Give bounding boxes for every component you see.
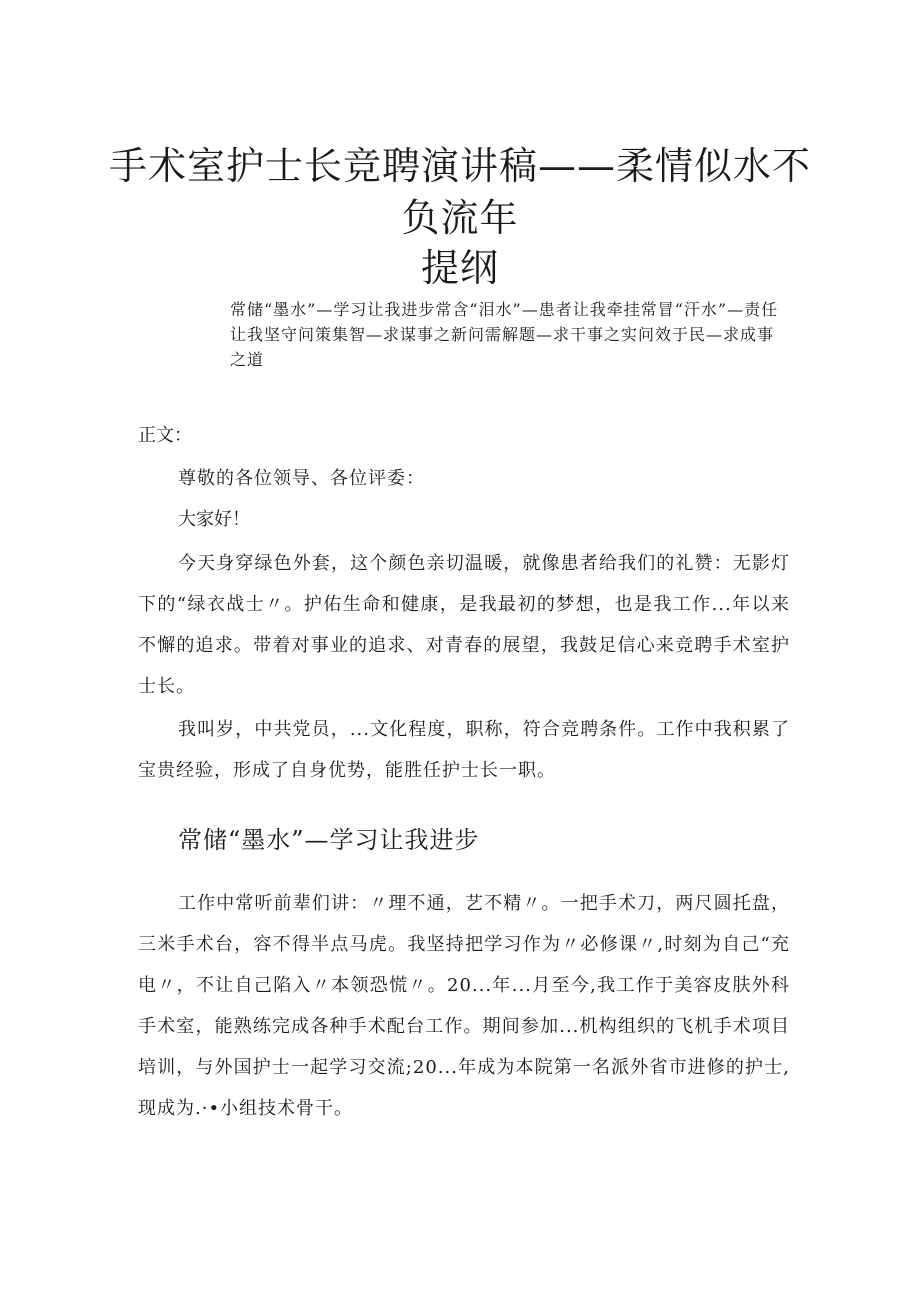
paragraph-2: 我叫岁，中共党员，...文化程度，职称，符合竞聘条件。工作中我积累了宝贵经验，形成了自身优势，能胜任护士长一职。 — [138, 719, 790, 781]
salutation: 尊敬的各位领导、各位评委： — [178, 468, 425, 489]
section-heading-study: 常储“墨水”—学习让我进步 — [178, 826, 480, 854]
document-title-line2: 负流年 — [401, 196, 519, 240]
greeting: 大家好！ — [178, 509, 250, 530]
outline-text: 常储“墨水”—学习让我进步常含“泪水”—患者让我牵挂常冒“汗水”—责任让我坚守问策集智—求谋事之新问需解题—求干事之实问效于民—求成事之道 — [230, 300, 779, 369]
body-label: 正文： — [138, 425, 192, 446]
outline-heading: 提纲 — [420, 246, 499, 290]
paragraph-3: 工作中常听前辈们讲：〃理不通，艺不精〃。一把手术刀，两尺圆托盘，三米手术台，容不得半点马虎。我坚持把学习作为〃必修课〃,时刻为自己“充电〃，不让自己陷入〃本领恐慌〃。20...年...月至今,我工作于美容皮肤外科手术室，能熟练完成各种手术配台工作。期间参加...机构组织的飞机手术项目培训，与外国护士一起学习交流;20...年成为本院第一名派外省市进修的护士,现成为.·•小组技术骨干。 — [138, 893, 790, 1119]
document-title-line1: 手术室护士长竞聘演讲稿——柔情似水不 — [108, 144, 811, 188]
paragraph-1: 今天身穿绿色外套，这个颜色亲切温暖，就像患者给我们的礼赞：无影灯下的“绿衣战士〃。护佑生命和健康，是我最初的梦想，也是我工作...年以来不懈的追求。带着对事业的追求、对青春的展望，我鼓足信心来竞聘手术室护士长。 — [138, 553, 790, 697]
